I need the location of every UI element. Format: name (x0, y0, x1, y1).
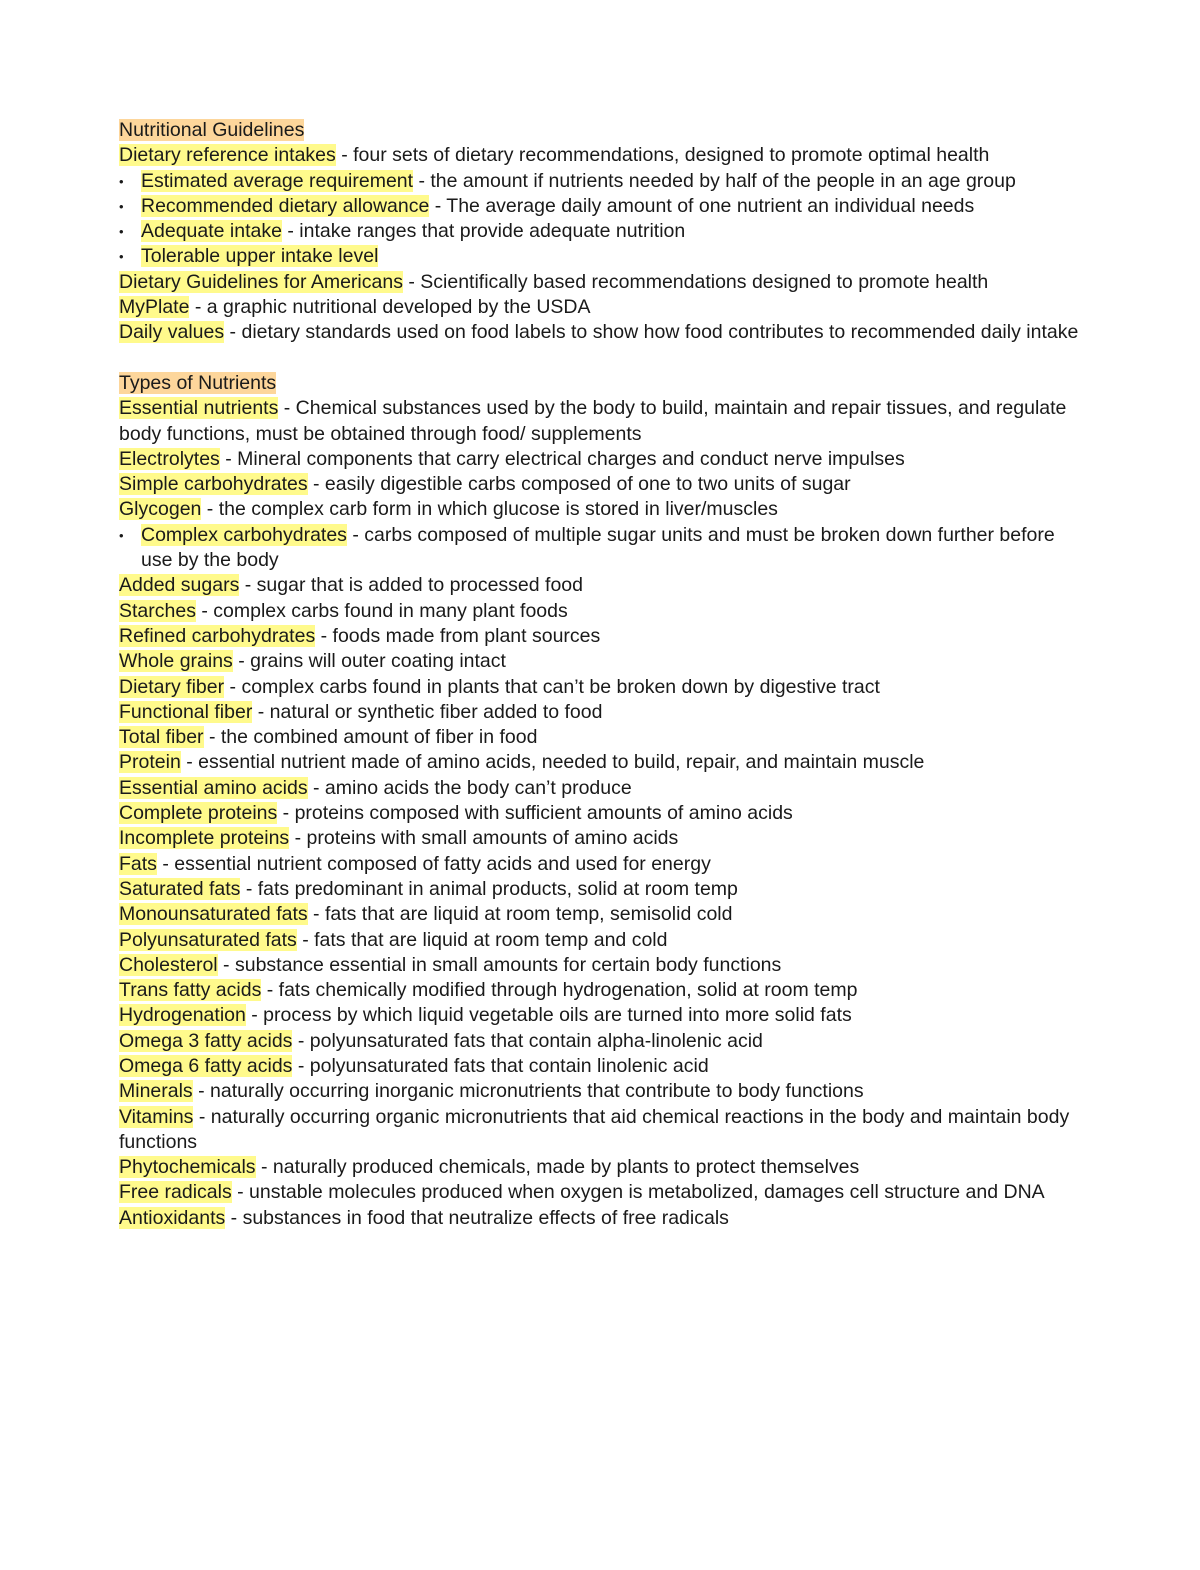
section-heading (119, 118, 1089, 143)
term-highlight: Recommended dietary allowance (141, 194, 430, 217)
term-entry (119, 1155, 1089, 1180)
term-definition: - foods made from plant sources (315, 624, 601, 647)
term-highlight: Essential nutrients (119, 397, 279, 420)
term-highlight: Protein (119, 751, 181, 774)
term-entry (119, 573, 1089, 598)
term-highlight: Antioxidants (119, 1206, 226, 1229)
term-entry (119, 1206, 1089, 1231)
term-definition: - grains will outer coating intact (232, 650, 506, 673)
term-highlight: Polyunsaturated fats (119, 928, 297, 951)
term-definition: - fats that are liquid at room temp, semisolid cold (307, 903, 733, 926)
term-highlight: Refined carbohydrates (119, 624, 316, 647)
term-highlight: Tolerable upper intake level (141, 245, 379, 268)
term-highlight: Dietary fiber (119, 675, 225, 698)
term-highlight: Complete proteins (119, 802, 278, 825)
term-entry (119, 1105, 1089, 1156)
term-highlight: MyPlate (119, 296, 190, 319)
term-highlight: Incomplete proteins (119, 827, 290, 850)
term-definition: - naturally occurring inorganic micronutrients that contribute to body functions (192, 1080, 864, 1103)
term-entry (119, 675, 1089, 700)
bullet-entry (119, 169, 1089, 194)
bullet-entry (119, 194, 1089, 219)
term-definition: - four sets of dietary recommendations, designed to promote optimal health (335, 144, 990, 167)
section-heading (119, 371, 1089, 396)
bullet-entry (119, 219, 1089, 244)
term-definition: - fats predominant in animal products, solid at room temp (240, 877, 738, 900)
term-entry (119, 396, 1089, 447)
term-definition: - substances in food that neutralize effects of free radicals (225, 1206, 729, 1229)
term-highlight: Hydrogenation (119, 1004, 246, 1027)
term-entry (119, 928, 1089, 953)
term-highlight: Whole grains (119, 650, 233, 673)
term-highlight: Simple carbohydrates (119, 473, 308, 496)
section-heading-text: Nutritional Guidelines (119, 119, 305, 141)
term-definition: - polyunsaturated fats that contain alpha-linolenic acid (292, 1029, 763, 1052)
term-definition: - Mineral components that carry electrical charges and conduct nerve impulses (219, 447, 905, 470)
section-heading-text: Types of Nutrients (119, 371, 277, 394)
section-spacer (119, 346, 1089, 371)
term-entry (119, 1003, 1089, 1028)
term-definition: - proteins with small amounts of amino acids (289, 827, 679, 850)
term-highlight: Omega 3 fatty acids (119, 1029, 293, 1052)
term-entry (119, 270, 1089, 295)
term-entry (119, 725, 1089, 750)
term-definition: - sugar that is added to processed food (239, 574, 583, 597)
term-entry (119, 801, 1089, 826)
term-definition: - essential nutrient composed of fatty acids and used for energy (156, 852, 711, 875)
term-definition: - complex carbs found in many plant foods (195, 599, 568, 622)
term-definition: - The average daily amount of one nutrient an individual needs (429, 194, 975, 217)
term-entry (119, 472, 1089, 497)
term-definition: - essential nutrient made of amino acids, needed to build, repair, and maintain muscle (180, 751, 925, 774)
term-entry (119, 1079, 1089, 1104)
term-entry (119, 1180, 1089, 1205)
term-entry (119, 143, 1089, 168)
term-definition: - natural or synthetic fiber added to food (252, 700, 603, 723)
term-highlight: Fats (119, 852, 157, 875)
term-highlight: Free radicals (119, 1181, 232, 1204)
term-definition: - Chemical substances used by the body to build, maintain and repair tissues, and regulate body functions, must be obtained through food/ supplements (119, 397, 1067, 445)
term-highlight: Saturated fats (119, 877, 241, 900)
notes-page (119, 118, 1089, 1231)
term-highlight: Glycogen (119, 498, 202, 521)
term-definition: - substance essential in small amounts for certain body functions (217, 953, 782, 976)
term-highlight: Essential amino acids (119, 776, 308, 799)
term-entry (119, 750, 1089, 775)
term-definition: - naturally occurring organic micronutrients that aid chemical reactions in the body and maintain body functions (119, 1105, 1070, 1153)
term-definition: - dietary standards used on food labels to show how food contributes to recommended daily intake (224, 321, 1079, 344)
term-definition: - fats that are liquid at room temp and cold (296, 928, 668, 951)
term-entry (119, 953, 1089, 978)
term-entry (119, 497, 1089, 522)
term-highlight: Complex carbohydrates (141, 523, 347, 546)
term-entry (119, 978, 1089, 1003)
term-highlight: Starches (119, 599, 196, 622)
term-definition: - unstable molecules produced when oxygen is metabolized, damages cell structure and DNA (231, 1181, 1045, 1204)
term-definition: - intake ranges that provide adequate nutrition (281, 220, 686, 243)
term-highlight: Daily values (119, 321, 225, 344)
term-highlight: Vitamins (119, 1105, 194, 1128)
term-highlight: Estimated average requirement (141, 169, 414, 192)
term-definition: - process by which liquid vegetable oils are turned into more solid fats (245, 1004, 852, 1027)
term-entry (119, 599, 1089, 624)
term-entry (119, 1054, 1089, 1079)
term-highlight: Adequate intake (141, 220, 282, 243)
term-highlight: Dietary Guidelines for Americans (119, 270, 403, 293)
term-entry (119, 649, 1089, 674)
bullet-entry (119, 523, 1089, 574)
term-entry (119, 624, 1089, 649)
term-highlight: Minerals (119, 1080, 193, 1103)
term-highlight: Added sugars (119, 574, 240, 597)
term-definition: - carbs composed of multiple sugar units and must be broken down further before use by the body (141, 523, 1055, 572)
term-entry (119, 295, 1089, 320)
term-entry (119, 1029, 1089, 1054)
term-definition: - naturally produced chemicals, made by plants to protect themselves (255, 1156, 860, 1179)
term-entry (119, 776, 1089, 801)
term-highlight: Electrolytes (119, 447, 220, 470)
term-definition: - easily digestible carbs composed of one to two units of sugar (307, 473, 851, 496)
bullet-entry (119, 244, 1089, 269)
term-highlight: Omega 6 fatty acids (119, 1054, 293, 1077)
term-highlight: Trans fatty acids (119, 979, 262, 1002)
term-definition: - a graphic nutritional developed by the USDA (189, 296, 591, 319)
term-entry (119, 447, 1089, 472)
term-definition: - the combined amount of fiber in food (203, 726, 538, 749)
term-entry (119, 852, 1089, 877)
term-entry (119, 826, 1089, 851)
term-entry (119, 902, 1089, 927)
term-definition: - proteins composed with sufficient amounts of amino acids (277, 802, 793, 825)
term-definition: - polyunsaturated fats that contain linolenic acid (292, 1054, 709, 1077)
term-definition: - amino acids the body can’t produce (307, 776, 632, 799)
term-highlight: Cholesterol (119, 953, 218, 976)
term-definition: - Scientifically based recommendations designed to promote health (402, 270, 989, 293)
term-definition: - the complex carb form in which glucose is stored in liver/muscles (201, 498, 778, 521)
term-highlight: Monounsaturated fats (119, 903, 308, 926)
term-definition: - the amount if nutrients needed by half of the people in an age group (413, 169, 1016, 192)
term-highlight: Functional fiber (119, 700, 253, 723)
term-entry (119, 320, 1089, 345)
term-highlight: Total fiber (119, 726, 204, 749)
term-entry (119, 700, 1089, 725)
term-definition: - fats chemically modified through hydrogenation, solid at room temp (261, 979, 858, 1002)
term-highlight: Dietary reference intakes (119, 144, 336, 167)
term-entry (119, 877, 1089, 902)
term-highlight: Phytochemicals (119, 1156, 256, 1179)
term-definition: - complex carbs found in plants that can’t be broken down by digestive tract (224, 675, 880, 698)
